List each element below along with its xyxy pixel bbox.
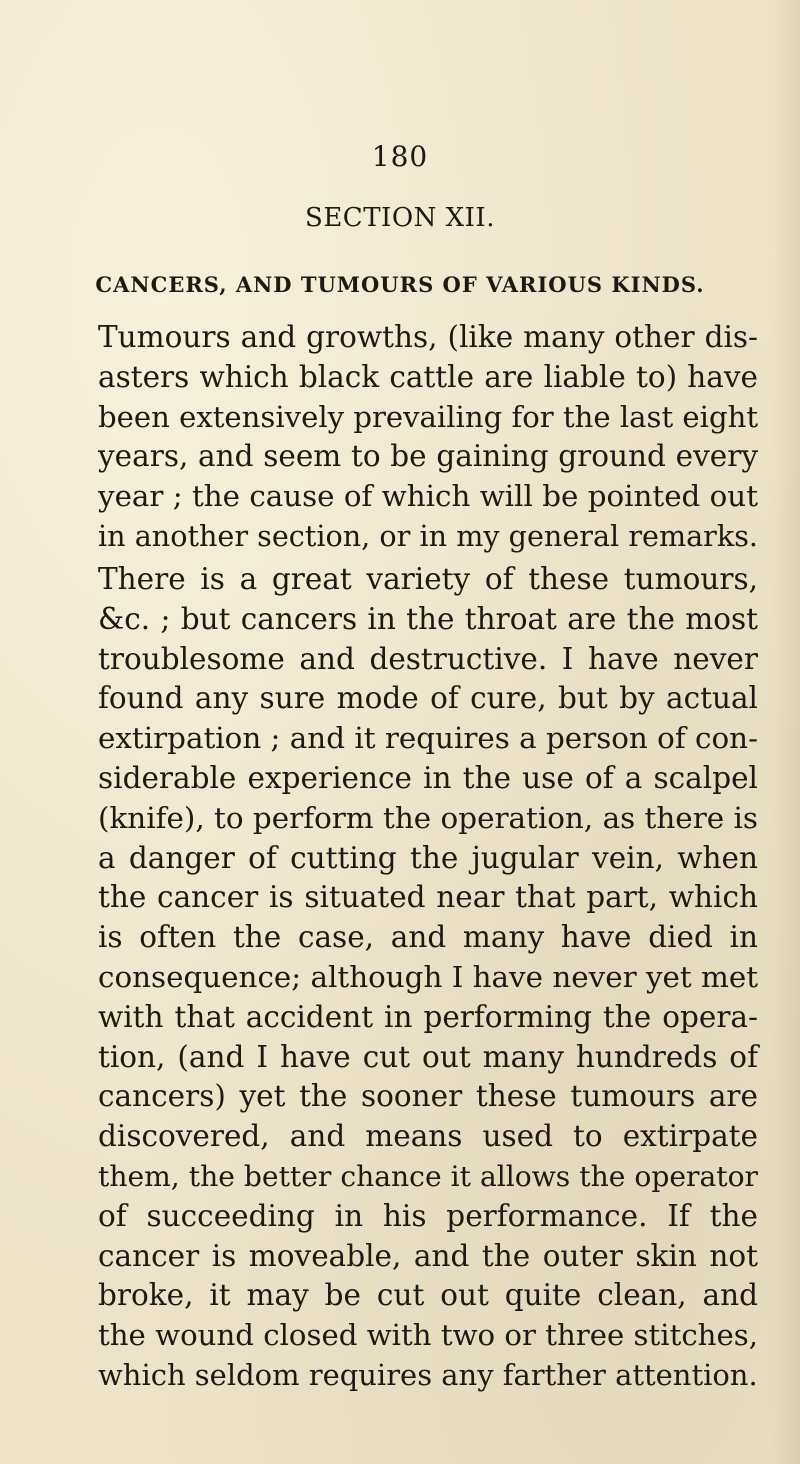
text-line: (knife), to perform the operation, as there is	[98, 800, 758, 835]
text-line: broke, it may be cut out quite clean, and	[98, 1278, 758, 1313]
text-line: the wound closed with two or three stitches,	[98, 1318, 758, 1353]
paragraph-2	[98, 560, 758, 1396]
text-line: them, the better chance it allows the operator	[98, 1159, 758, 1193]
text-line: discovered, and means used to extirpate	[98, 1119, 758, 1154]
text-line: asters which black cattle are liable to) have	[98, 359, 758, 394]
text-line: of succeeding in his performance. If the	[98, 1198, 758, 1233]
text-line: troublesome and destructive. I have never	[98, 641, 758, 676]
text-line: cancers) yet the sooner these tumours are	[98, 1079, 758, 1114]
text-line: with that accident in performing the opera-	[98, 999, 758, 1034]
text-line: years, and seem to be gaining ground every	[98, 439, 758, 474]
text-line: extirpation ; and it requires a person of con-	[98, 721, 758, 756]
text-line: is often the case, and many have died in	[98, 920, 758, 955]
text-line: a danger of cutting the jugular vein, when	[98, 840, 758, 875]
text-line: in another section, or in my general remarks.	[98, 518, 758, 553]
page-number: 180	[371, 140, 429, 173]
text-line: found any sure mode of cure, but by actual	[98, 681, 758, 716]
text-line: Tumours and growths, (like many other dis-	[98, 320, 758, 354]
text-line: siderable experience in the use of a scalpel	[98, 760, 758, 795]
text-line: There is a great variety of these tumours,	[98, 562, 758, 596]
text-line: which seldom requires any farther attention.	[98, 1357, 758, 1392]
text-line: cancer is moveable, and the outer skin not	[98, 1238, 758, 1273]
paragraph-1	[98, 318, 758, 557]
text-line: &c. ; but cancers in the throat are the most	[98, 601, 758, 636]
section-heading: SECTION XII.	[305, 203, 495, 233]
text-line: been extensively prevailing for the last eight	[98, 399, 759, 434]
text-line: tion, (and I have cut out many hundreds of	[98, 1039, 758, 1074]
text-line: year ; the cause of which will be pointed out	[98, 479, 758, 514]
text-line: consequence; although I have never yet met	[98, 959, 759, 994]
section-subtitle: CANCERS, AND TUMOURS OF VARIOUS KINDS.	[95, 272, 705, 297]
text-line: the cancer is situated near that part, which	[98, 880, 758, 915]
